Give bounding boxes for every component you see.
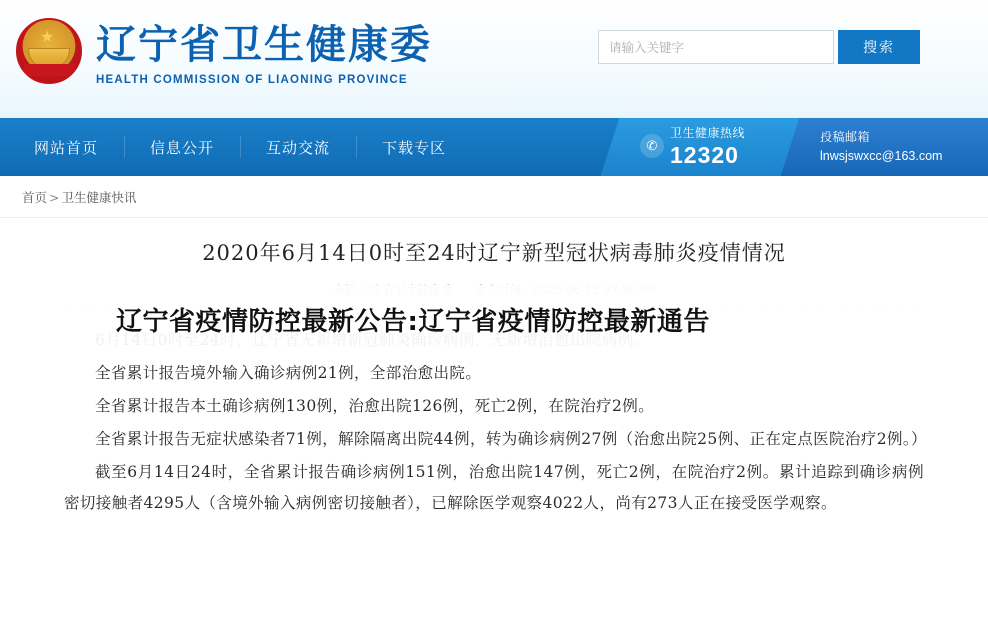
mailbox-label: 投稿邮箱 (820, 130, 871, 144)
article-paragraph: 全省累计报告境外输入确诊病例21例，全部治愈出院。 (95, 364, 482, 382)
hotline-label: 卫生健康热线 (670, 126, 746, 140)
site-header (0, 0, 988, 118)
nav-item-information-disclosure[interactable]: 信息公开 (124, 118, 240, 176)
overlay-headline: 辽宁省疫情防控最新公告:辽宁省疫情防控最新通告 (116, 306, 710, 337)
site-title (96, 22, 432, 86)
nav-item-interaction[interactable]: 互动交流 (240, 118, 356, 176)
hotline-number: 12320 (670, 142, 739, 168)
nav-right-panel (624, 118, 988, 176)
main-navigation (0, 118, 988, 176)
article-body (64, 325, 927, 519)
search-box (598, 30, 920, 64)
breadcrumb-home-link[interactable]: 首页 (22, 189, 48, 205)
mailbox-block[interactable] (804, 118, 988, 176)
breadcrumb-current: 卫生健康快讯 (61, 189, 137, 205)
article-container (0, 218, 988, 598)
article-paragraph: 全省累计报告无症状感染者71例，解除隔离出院44例，转为确诊病例27例（治愈出院25例、正在定点医院治疗2例。） (95, 430, 927, 448)
phone-icon: ✆ (640, 134, 664, 158)
search-button[interactable]: 搜索 (838, 30, 920, 64)
breadcrumb (22, 188, 137, 206)
site-title-cn: 辽宁省卫生健康委 (96, 22, 432, 68)
national-emblem-icon (16, 18, 82, 84)
article-title: 2020年6月14日0时至24时辽宁新型冠状病毒肺炎疫情情况 (202, 241, 786, 265)
site-title-en: HEALTH COMMISSION OF LIAONING PROVINCE (96, 74, 408, 86)
nav-item-downloads[interactable]: 下载专区 (356, 118, 472, 176)
emblem-star-icon: ★ (40, 29, 55, 46)
emblem-ribbon-icon (24, 64, 74, 76)
breadcrumb-bar (0, 176, 988, 218)
breadcrumb-separator: > (49, 189, 60, 205)
nav-item-list (0, 118, 472, 176)
overlay-banner (0, 285, 988, 353)
search-input[interactable] (598, 30, 834, 64)
mailbox-address: lnwsjswxcc@163.com (820, 149, 943, 163)
nav-item-home[interactable]: 网站首页 (34, 138, 99, 157)
hotline-block (624, 118, 804, 176)
article-paragraph: 截至6月14日24时，全省累计报告确诊病例151例，治愈出院147例，死亡2例，在院治疗2例。累计追踪到确诊病例密切接触者4295人（含境外输入病例密切接触者），已解除医学观察4022人，尚有273人正在接受医学观察。 (64, 463, 924, 512)
article-paragraph: 全省累计报告本土确诊病例130例，治愈出院126例，死亡2例，在院治疗2例。 (95, 397, 655, 415)
